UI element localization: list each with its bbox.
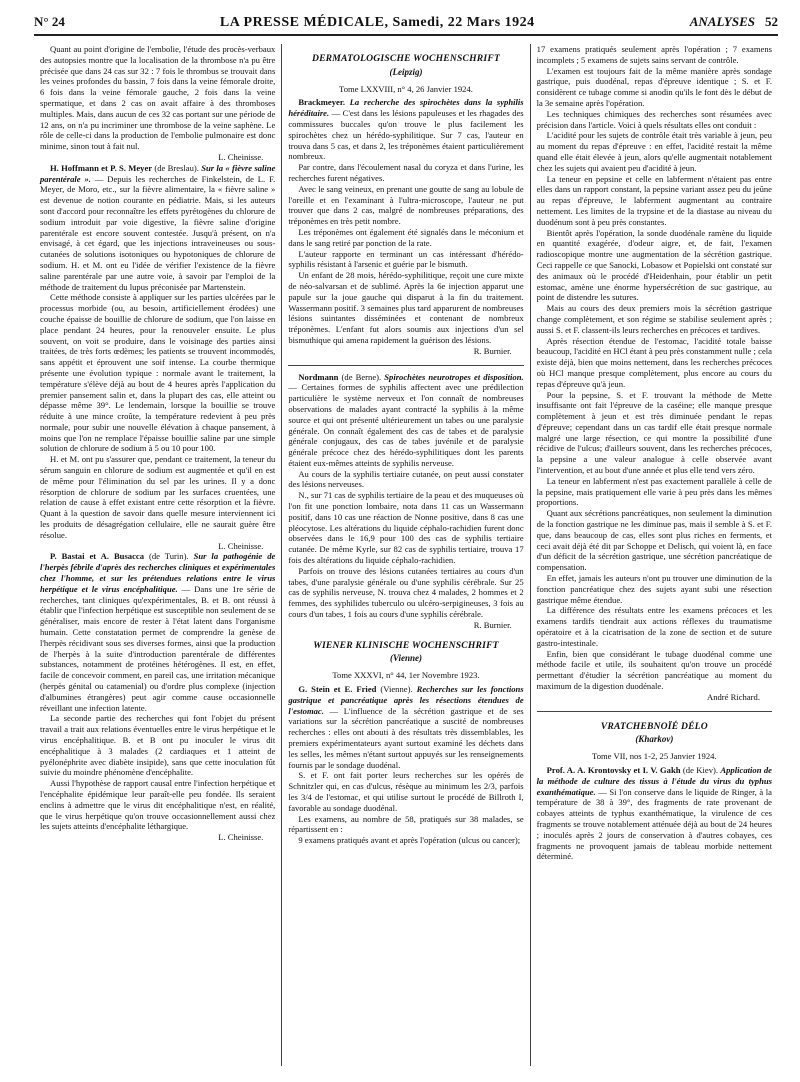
paragraph: La différence des résultats entre les examens précoces et les examens tardifs tiendrait aux actions réflexes du traumatisme opératoire et à la cicatrisation de la zone de section et de suture gastro-intestinale. (536, 605, 772, 648)
article-stein-fried (288, 684, 523, 770)
paragraph: Cette méthode consiste à appliquer sur les parties ulcérées par le processus morbide (ou, au besoin, artificiellement érodées) une couche épaisse de bouillie de chlorure de sodium, que l'on laisse en place pendant 24 heures, pour la renouveler ensuite. Le plus souvent, on voit se produire, dans le voisinage des parties ainsi traitées, de très forts œdèmes; les patients se trouvent incommodés, sans appétit et éprouvent une soif intense. La courbe thermique présente une évolution typique : normale avant le traitement, la température s'élève déjà au bout de 4 heures après l'application du premier pansement salin et, dans la plupart des cas, elle atteint ou dépasse même 39°. Le lendemain, lorsque la bouillie se trouve réduite à une mince croûte, la température redevient à peu près normale, pour subir une nouvelle élévation à chaque pansement, à moins que l'on ne remplace l'épaisse bouillie saline par une simple solution de chlorure de sodium à 5 ou 10 pour 100. (40, 292, 276, 454)
article-title: Spirochètes neurotropes et disposition. (384, 371, 524, 382)
article-title: Recherches sur les fonctions gastrique et pancréatique après les résections étendues de l'estomac. (288, 684, 524, 716)
signature: L. Cheinisse. (218, 832, 264, 843)
paragraph: L'auteur rapporte en terminant un cas intéressant d'hérédo-syphilis résistant à l'arsenic et guérie par le bismuth. (288, 248, 524, 270)
journal-city: (Vienne) (389, 653, 422, 664)
paragraph: N., sur 71 cas de syphilis tertiaire de la peau et des muqueuses où l'on fit une ponction lombaire, nota dans 11 cas un Wassermann positif, dans 10 cas une réaction de Nonne positive, dans 8 cas une pléocytose. Les altérations du liquide céphalo-rachidien furent donc observées dans le 16,9 pour 100 des cas de syphilis tertiaire cutanée. De même Kyrle, sur 82 cas de syphilis tertiaire, trouva 17 fois des altérations du liquide céphalo-rachidien. (288, 490, 524, 566)
paragraph: Par contre, dans l'écoulement nasal du coryza et dans l'urine, les recherches furent négatives. (288, 162, 524, 183)
article-krontovsky-gakh (537, 765, 772, 862)
author-origin: (de Breslau). (152, 162, 202, 173)
section-and-page (690, 14, 778, 30)
paragraph: Pour la pepsine, S. et F. trouvant la méthode de Mette insuffisante ont fait l'épreuve de la caséine; elle manque presque complètement à jeun et est très diminuée pendant le repas d'épreuve; cependant dans un cas tardif elle était presque normale malgré une large résection, ce qui montre la possibilité d'une récidive de l'ulcus; d'ailleurs souvent, dans les recherches précoces, la pepsine a une valeur analogue à celle observée avant l'intervention, et au bout d'une année et plus elle tend vers zéro. (536, 389, 772, 476)
page-number: 52 (764, 14, 778, 29)
signature: André Richard. (707, 691, 760, 702)
issue-number: N° 24 (34, 14, 65, 29)
journal-issue: Tome VII, nos 1-2, 25 Janvier 1924. (592, 751, 717, 762)
paragraph: La teneur en labferment n'est pas exactement parallèle à celle de la pepsine, mais pratiquement elle varie à peu près dans les mêmes proportions. (536, 475, 772, 508)
article-author: P. Bastai et A. Busacca (50, 551, 145, 562)
signature: R. Burnier. (473, 345, 512, 356)
paragraph: L'acidité pour les sujets de contrôle était très variable à jeun, peu au moment du repas d'épreuve : en effet, l'acidité restait la même quand elle était élevée à jeun, alors qu'elle augmentait notablement chez les sujets qui avaient peu d'acidité à jeun. (536, 130, 772, 173)
column-2 (281, 44, 529, 1066)
column-3 (530, 44, 778, 1066)
paragraph: Avec le sang veineux, en prenant une goutte de sang au lobule de l'oreille et en l'examinant à l'ultra-microscope, l'auteur ne put trouver que dans 2 cas, malgré de nombreuses préparations, des tréponèmes en très petit nombre. (288, 183, 524, 227)
paragraph: Les examens, au nombre de 58, pratiqués sur 38 malades, se répartissent en : (288, 813, 524, 835)
author-origin: (de Kiev). (680, 765, 721, 775)
paragraph: L'examen est toujours fait de la même manière après sondage gastrique, puis duodénal, repas d'épreuve identique ; S. et F. considèrent ce tubage comme si anodin qu'ils le font dès le début de la 3e semaine après l'opération. (536, 65, 772, 108)
journal-title: VRATCHEBNOÏÉ DÉLO (600, 720, 708, 732)
paragraph: La teneur en pepsine et celle en labferment n'étaient pas entre elles dans un rapport constant, la pepsine variant assez peu du jeûne au repas d'épreuve, le labferment augmentant au contraire nettement. Les limites de la trypsine et de la diastase au niveau du duodénum sont à peu près constantes. (536, 173, 772, 227)
page-header (34, 14, 778, 36)
paragraph: Mais au cours des deux premiers mois la sécrétion gastrique change complètement, et son régime se stabilise seulement après ; aussi S. et F. classent-ils leurs recherches en précoces et tardives. (536, 303, 772, 335)
journal-issue: Tome XXXVI, n° 44, 1er Novembre 1923. (332, 670, 480, 681)
author-origin: (de Turin). (144, 551, 194, 562)
divider (288, 365, 523, 366)
signature: L. Cheinisse. (218, 540, 264, 551)
journal-title: WIENER KLINISCHE WOCHENSCHRIFT (313, 639, 499, 651)
text-columns (34, 44, 778, 1066)
paragraph: Un enfant de 28 mois, hérédo-syphilitique, reçoit une cure mixte de néo-salvarsan et de sublimé. Après la 6e injection apparut une papule sur la joue gauche qui disparut à la fin du traitement. Wassermann positif. 3 semaines plus tard apparurent de nombreuses lésions suintantes disséminées et contenant de nombreux tréponèmes. L'enfant fut alors soumis aux injections d'un sel bismuthique qui amena rapidement la guérison des lésions. (288, 270, 524, 345)
article-title: Sur la pathogénie de l'herpès fébrile d'après des recherches cliniques et expérimentales chez l'homme, et sur les prétendues relations entre le virus herpétique et le virus encéphalitique. (40, 551, 276, 594)
author-origin: (Vienne). (376, 684, 417, 695)
article-text: — Dans une 1re série de recherches, tant cliniques qu'expérimentales, B. et B. ont réussi à établir que l'infection herpétique est susceptible non seulement de se généraliser, mais encore de rester à l'état latent dans l'organisme humain. Cette constatation permet de comprendre la genèse de l'herpès récidivant sous ses diverses formes, ainsi que la production de l'herpès à la suite d'introduction parentérale de différentes substances, notamment de protéines hétérogènes. Il est, en effet, facile de concevoir comment, en pareil cas, une irritation mécanique (herpès génital ou catamenial) ou d'ordre plus complexe (injection d'albumines étrangères) peut agir comme cause occasionnelle réveillant une infection latente. (40, 583, 276, 713)
article-text: — Depuis les recherches de Finkelstein, de L. F. Meyer, de Moro, etc., sur la fièvre alimentaire, la « fièvre saline » est devenue de notion courante en pédiatrie. Mais, si les auteurs sont d'accord pour reconnaître les effets pyrétogènes du chlorure de sodium introduit par voie digestive, la fièvre saline d'origine parentérale est encore souvent contestée. Jusqu'à présent, on n'a envisagé, à cet égard, que les injections intraveineuses ou sous-cutanées de solutions isotoniques ou hypotoniques de chlorure de sodium. H. et M. ont eu l'idée de vérifier l'existence de la fièvre saline parentérale par une autre voie, à savoir par l'emploi de la méthode de traitement du lupus préconisée par Martenstein. (40, 173, 276, 292)
paragraph: Enfin, bien que considérant le tubage duodénal comme une méthode facile et utile, ils souhaitent qu'on trouve un procédé permettant d'étudier la sécrétion pancréatique au moment du maximum de la digestion duodénale. (536, 648, 772, 692)
paragraph: Au cours de la syphilis tertiaire cutanée, on peut aussi constater des lésions nerveuses. (288, 468, 524, 490)
paragraph: 17 examens pratiqués seulement après l'opération ; 7 examens incomplets ; 5 examens de sujets sains servant de contrôle. (536, 44, 772, 65)
paragraph: Après résection étendue de l'estomac, l'acidité totale baisse beaucoup, l'acidité en HCl étant à peu près constamment nulle ; cela existe déjà, bien que moins nettement, dans les recherches précoces où HCl manque presque complètement, plus encore au cours du repas d'épreuve qu'à jeun. (536, 335, 772, 389)
article-nordmann (288, 372, 523, 469)
paragraph: Bientôt après l'opération, la sonde duodénale ramène du liquide en quantité exagérée, d'odeur aigre, et, de fait, l'examen radioscopique montre une augmentation de la sécrétion gastrique. Ceci rappelle ce que Sanocki, Lobasow et Popielski ont constaté sur des animaux où le procédé d'Heidenhain, pour établir un petit estomac, amène une énorme hypersécrétion de suc gastrique, au point de distendre les sutures. (536, 227, 772, 303)
column-1 (34, 44, 281, 1066)
article-brackmeyer (288, 97, 523, 162)
signature: R. Burnier. (473, 619, 512, 630)
article-text: — C'est dans les lésions papuleuses et les rhagades des commissures buccales qu'on trouve le plus facilement les spirochètes chez un hérédo-syphilitique. Sur 7 cas, l'auteur en trouva dans 5 cas, et dans 2, les tréponèmes étaient particulièrement nombreux. (288, 108, 524, 162)
publication-title: LA PRESSE MÉDICALE, Samedi, 22 Mars 1924 (219, 15, 535, 30)
paragraph: Parfois on trouve des lésions cutanées tertiaires au cours d'un tabes, d'une paralysie générale ou d'une syphilis cérébrale. Sur 25 cas de syphilis nerveuse, N. trouva chez 4 malades, 2 hommes et 2 femmes, des syphilides tuberculo ou ulcéro-serpigineuses, 3 fois au cours d'un tabes, 1 fois au cours d'une syphilis cérébrale. (288, 565, 524, 620)
article-title: La recherche des spirochètes dans la syphilis héréditaire. (288, 97, 524, 119)
article-text: — Certaines formes de syphilis affectent avec une prédilection particulière le système nerveux et l'on connaît de nombreuses observations de malades ayant contracté la syphilis à la même source et qui ont présenté ultérieurement un tabes ou une paralysie générale. On connaît également des cas de tabes et de paralysie générale conjugaux, des cas de tabes juvénile et de paralysie générale précoce chez des hérédo-syphilitiques dont les parents étaient eux-mêmes atteints de syphilis nerveuse. (288, 382, 524, 468)
divider (537, 711, 772, 712)
journal-issue: Tome LXXVIII, n° 4, 26 Janvier 1924. (339, 83, 473, 94)
article-bastai-busacca (40, 551, 275, 713)
paragraph: Aussi l'hypothèse de rapport causal entre l'infection herpétique et l'encéphalite épidémique leur paraît-elle peu fondée. Ils seraient enclins à admettre que le virus dit encéphalitique n'est, en réalité, que le virus herpétique qu'on trouve occasionnellement aussi chez les sujets atteints d'encéphalite léthargique. (40, 778, 276, 832)
article-title: Application de la méthode de culture des tissus à l'étude du virus du typhus exanthématique. (536, 765, 772, 797)
paragraph: La seconde partie des recherches qui font l'objet du présent travail a trait aux relations éventuelles entre le virus herpétique et le virus encéphalitique. B. et B ont pu inoculer le virus dit encéphalitique à 3 malades (2 cardiaques et 1 atteint de pyélonéphrite avec diabète insipide), sans que cette inoculation fût suivie du moindre phénomène d'encéphalite. (40, 713, 276, 778)
journal-city: (Kharkov) (635, 734, 674, 745)
article-author: G. Stein et E. Fried (298, 684, 377, 695)
paragraph: Les tréponèmes ont également été signalés dans le méconium et dans le sang retiré par ponction de la rate. (288, 226, 524, 248)
paragraph: 9 examens pratiqués avant et après l'opération (ulcus ou cancer); (298, 835, 521, 846)
paragraph: En effet, jamais les auteurs n'ont pu trouver une diminution de la fonction pancréatique chez des sujets ayant subi une résection gastrique même étendue. (536, 573, 772, 605)
article-author: Brackmeyer. (298, 97, 346, 108)
article-text: — L'influence de la sécrétion gastrique et de ses variations sur la sécrétion pancréatique a suscité de nombreuses recherches : elles ont abouti à des résultats très dissemblables, les premiers expérimentateurs ayant surtout examiné les déchets dans les selles, les mêmes n'étant surtout appuyés sur les renseignements fournis par le sondage duodénal. (288, 705, 524, 770)
paragraph: Les techniques chimiques des recherches sont résumées avec précision dans l'article. Voici à quels résultats elles ont conduit : (536, 108, 772, 130)
author-origin: (de Berne). (338, 371, 385, 382)
article-author: Nordmann (298, 371, 339, 382)
article-author: Prof. A. A. Krontovsky et I. V. Gakh (546, 765, 681, 775)
article-author: H. Hoffmann et P. S. Meyer (50, 162, 153, 173)
paragraph: Quant aux sécrétions pancréatiques, non seulement la diminution de la fonction gastrique ne les diminue pas, mais il semble à S. et F. que, dans beaucoup de cas, elles sont plus riches en ferments, et ceci avait déjà été dit par Schoppe et Delisch, qui voient là, en face d'un déficit de la sécrétion gastrique, une sécrétion pancréatique de compensation. (536, 508, 772, 573)
paragraph: Quant au point d'origine de l'embolie, l'étude des procès-verbaux des autopsies montre que la localisation de la thrombose n'a pu être précisée que dans 24 cas sur 32 : 7 fois le thrombus se trouvait dans les veines profondes du bassin, 7 fois dans la veine fémorale droite, 6 fois dans la veine fémorale gauche, 2 fois dans la veine spermatique, et dans 2 cas on avait affaire à des thromboses multiples. Mais, dans aucun de ces 32 cas portant sur une période de 12 ans, on n'a pu incriminer une thrombose de la veine saphène. Le rôle de celle-ci dans la production de l'embolie pulmonaire est donc minime, sinon tout à fait nul. (40, 44, 276, 152)
paragraph: H. et M. ont pu s'assurer que, pendant ce traitement, la teneur du sérum sanguin en chlorure de sodium est augmentée et qu'il en est de même pour l'élimination du sel par les urines. Il y a donc résorption de chlorure de sodium par les surfaces cruentées, une relation de cause à effet existant entre cette résorption et la fièvre. Quant à la question de savoir dans quelle mesure interviennent ici les produits de désagrégation cellulaire, elle ne saurait guère être résolue. (40, 454, 276, 540)
article-title: Sur la « fièvre saline parentérale ». (40, 162, 276, 184)
signature: L. Cheinisse. (218, 151, 264, 162)
section-name: ANALYSES (689, 14, 755, 29)
journal-city: (Leipzig) (389, 66, 423, 77)
article-text: — Si l'on conserve dans le liquide de Ringer, à la température de 38 à 39°, des fragments de rate provenant de cobayes atteints de typhus exanthématique, la virulence de ces fragments se trouve notablement atténuée déjà au bout de 24 heures ; inoculés après 2 jours de conservation à d'autres cobayes, ces fragments ne provoquent jamais de tableau morbide nettement déterminé. (536, 786, 772, 862)
paragraph: S. et F. ont fait porter leurs recherches sur les opérés de Schnitzler qui, en cas d'ulcus, résèque au minimum les 2/3, parfois les 3/4 de l'estomac, et qui utilise surtout le procédé de Billroth I, favorable au sondage duodénal. (288, 770, 524, 813)
article-hoffmann-meyer (40, 163, 275, 293)
journal-title: DERMATOLOGISCHE WOCHENSCHRIFT (311, 53, 501, 64)
